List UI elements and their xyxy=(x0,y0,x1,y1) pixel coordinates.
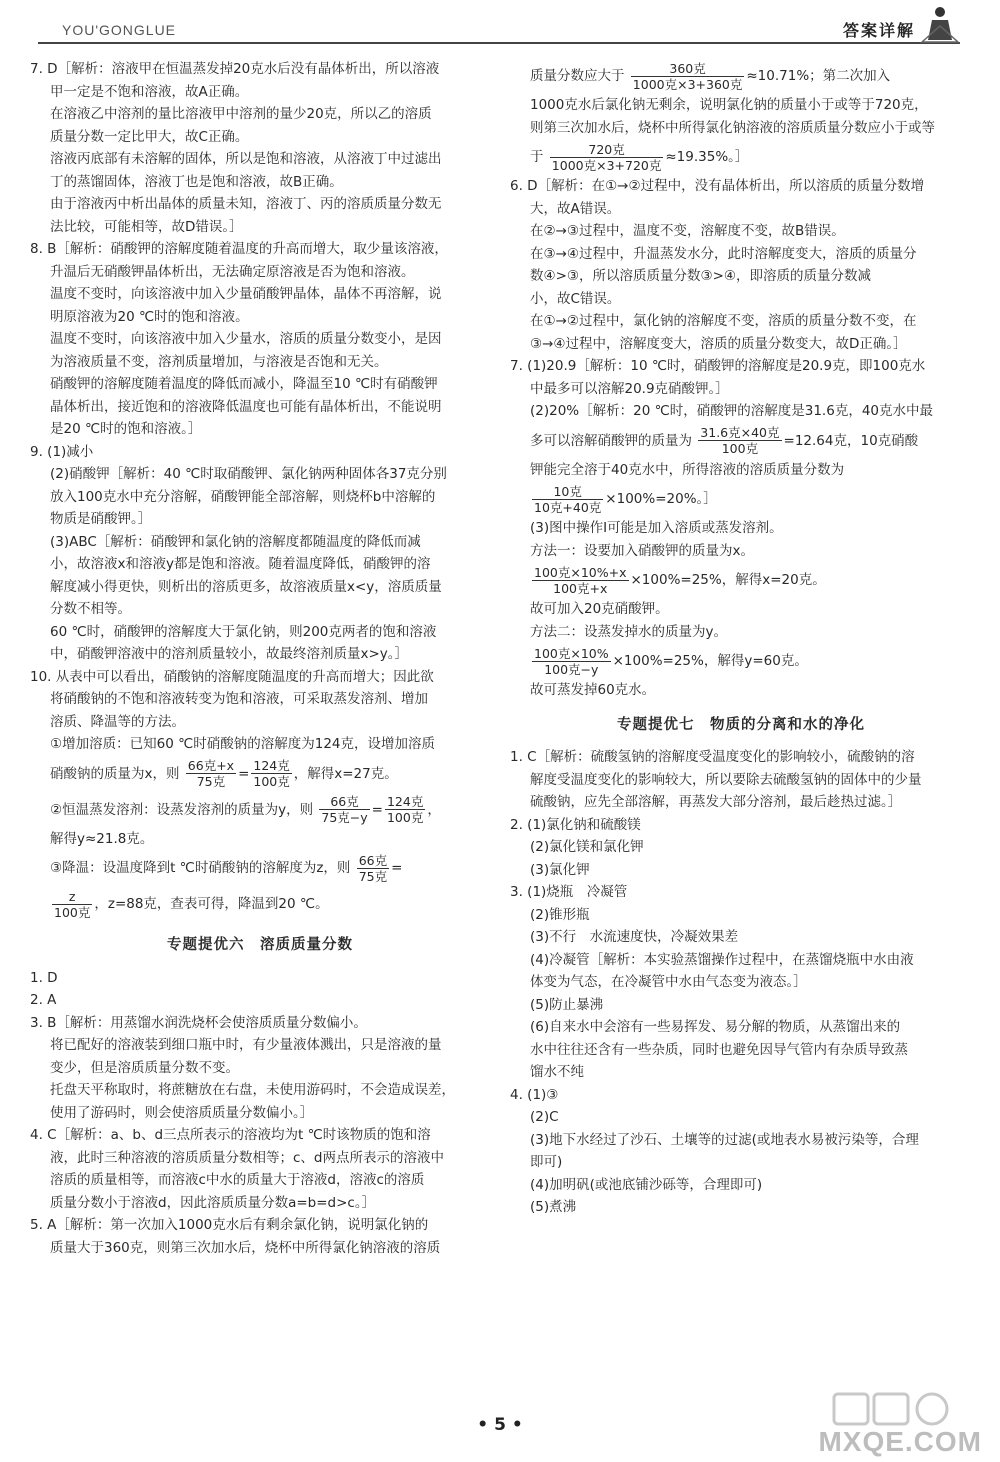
text-segment: ×100%=25%，解得x=20克。 xyxy=(630,572,826,588)
text-segment: ③降温：设温度降到t ℃时硝酸钠的溶解度为z，则 xyxy=(50,860,351,876)
numerator: 10克 xyxy=(532,484,603,500)
text-line: (2)氯化镁和氯化钾 xyxy=(530,839,644,855)
text-line: 1000克水后氯化钠无剩余，说明氯化钠的质量小于或等于720克， xyxy=(530,97,928,113)
text-line: 5. A［解析：第一次加入1000克水后有剩余氯化钠，说明氯化钠的 xyxy=(30,1217,429,1233)
text-line: 解度受温度变化的影响较大，所以要除去硫酸氢钠的固体中的少量 xyxy=(530,771,922,788)
fraction xyxy=(52,889,92,920)
formula-line xyxy=(510,139,972,175)
text-segment: ②恒温蒸发溶剂：设蒸发溶剂的质量为y，则 xyxy=(50,801,314,818)
text-line: ③→④过程中，溶解度变大，溶质的质量分数变大，故D正确。］ xyxy=(530,335,907,352)
text-line: ①增加溶质：已知60 ℃时硝酸钠的溶解度为124克，设增加溶质 xyxy=(50,736,435,752)
text-line: 溶质、降温等的方法。 xyxy=(50,713,185,730)
fraction xyxy=(319,794,369,825)
text-line: 即可) xyxy=(530,1154,563,1170)
text-line: 方法一：设要加入硝酸钾的质量为x。 xyxy=(530,542,754,559)
text-line: (2)锥形瓶 xyxy=(530,906,590,923)
text-line: 是20 ℃时的饱和溶液。］ xyxy=(50,421,202,437)
text-line: 数④>③，所以溶质质量分数③>④，即溶质的质量分数减 xyxy=(530,268,872,284)
denominator: 10克+40克 xyxy=(534,499,602,515)
fraction xyxy=(550,142,664,173)
brand-text: YOU'GONGLUE xyxy=(62,22,177,38)
text-line: 2. A xyxy=(30,992,57,1008)
text-line: (5)煮沸 xyxy=(530,1199,577,1215)
formula-line xyxy=(510,423,972,459)
formula-line xyxy=(510,643,972,679)
text-line: 在②→③过程中，温度不变，溶解度不变，故B错误。 xyxy=(530,223,845,239)
formula-line xyxy=(510,481,972,517)
denominator: 1000克×3+720克 xyxy=(551,157,662,173)
text-line: (2)硝酸钾［解析：40 ℃时取硝酸钾、氯化钠两种固体各37克分别 xyxy=(50,466,447,482)
text-line: 9. (1)减小 xyxy=(30,443,94,460)
text-line: 使用了游码时，则会使溶质质量分数偏小。］ xyxy=(50,1104,314,1121)
text-line: 中最多可以溶解20.9克硝酸钾。］ xyxy=(530,380,729,397)
text-line: 6. D［解析：在①→②过程中，没有晶体析出，所以溶质的质量分数增 xyxy=(510,178,925,194)
text-segment: ≈19.35%。］ xyxy=(665,149,749,165)
denominator: 75克 xyxy=(358,868,388,884)
section-title: 专题提优七 物质的分离和水的净化 xyxy=(617,716,865,733)
text-line: (6)自来水中会溶有一些易挥发、易分解的物质，从蒸馏出来的 xyxy=(530,1019,901,1035)
text-segment: ，z=88克，查表可得，降温到20 ℃。 xyxy=(94,896,329,912)
text-line: 溶质的质量相等，而溶液c中水的质量大于溶液d，溶液c的溶质 xyxy=(50,1172,425,1188)
text-line: 60 ℃时，硝酸钾的溶解度大于氯化钠，则200克两者的饱和溶液 xyxy=(50,623,437,640)
fraction xyxy=(532,565,629,596)
text-line: 2. (1)氯化钠和硫酸镁 xyxy=(510,816,641,833)
text-line: 物质是硝酸钾。］ xyxy=(50,511,152,527)
text-segment: 于 xyxy=(530,149,544,165)
text-line: (4)加明矾(或池底铺沙砾等，合理即可) xyxy=(530,1176,763,1193)
numerator: 360克 xyxy=(631,61,745,77)
numerator: 66克+x xyxy=(187,758,235,773)
numerator: 124克 xyxy=(386,794,424,809)
numerator: 66克 xyxy=(319,794,369,810)
header-title: 答案详解 xyxy=(842,21,915,40)
text-line: 丁的蒸馏固体，溶液丁也是饱和溶液，故B正确。 xyxy=(50,173,343,190)
header-rule xyxy=(38,42,960,44)
text-line: 托盘天平称取时，将蔗糖放在右盘，未使用游码时，不会造成误差， xyxy=(50,1082,455,1098)
mascot-icon xyxy=(920,4,960,44)
text-segment: ×100%=20%。］ xyxy=(605,491,717,507)
text-line: 升温后无硝酸钾晶体析出，无法确定原溶液是否为饱和溶液。 xyxy=(50,263,415,280)
fraction xyxy=(532,646,611,677)
denominator: 100克 xyxy=(386,810,424,825)
text-line: 则第三次加水后，烧杯中所得氯化钠溶液的溶质质量分数应小于或等 xyxy=(530,119,935,136)
text-line: 由于溶液丙中析出晶体的质量未知，溶液丁、丙的溶质质量分数无 xyxy=(50,196,442,212)
text-line: 钾能完全溶于40克水中，所得溶液的溶质质量分数为 xyxy=(530,461,845,478)
watermark-text: MXQE.COM xyxy=(818,1426,982,1457)
denominator: 100克+x xyxy=(553,580,608,596)
fraction xyxy=(186,758,236,789)
numerator: 31.6克×40克 xyxy=(700,425,780,440)
text-line: 液，此时三种溶液的溶质质量分数相等；c、d两点所表示的溶液中 xyxy=(50,1149,444,1166)
text-line: 1. D xyxy=(30,969,58,986)
text-line: (3)ABC［解析：硝酸钾和氯化钠的溶解度都随温度的降低而减 xyxy=(50,533,421,550)
formula-line xyxy=(510,562,972,598)
denominator: 100克 xyxy=(54,904,91,920)
denominator: 100克 xyxy=(721,441,759,456)
text-line: 大，故A错误。 xyxy=(530,200,621,217)
text-line: 3. (1)烧瓶 冷凝管 xyxy=(510,884,628,900)
formula-line xyxy=(510,58,972,94)
text-line: 中，硝酸钾溶液中的溶剂质量较小，故最终溶剂质量x>y。］ xyxy=(50,646,409,662)
text-segment: ，解得x=27克。 xyxy=(293,765,398,782)
fraction xyxy=(385,794,425,825)
denominator: 1000克×3+360克 xyxy=(632,76,743,92)
text-line: 3. B［解析：用蒸馏水润洗烧杯会使溶质质量分数偏小。 xyxy=(30,1014,367,1031)
text-line: (5)防止暴沸 xyxy=(530,996,604,1013)
text-line: 将硝酸钠的不饱和溶液转变为饱和溶液，可采取蒸发溶剂、增加 xyxy=(50,691,428,707)
page-number: • 5 • xyxy=(477,1415,523,1435)
text-line: 馏水不纯 xyxy=(530,1064,584,1080)
fraction xyxy=(251,758,291,789)
text-line: 小，故溶液x和溶液y都是饱和溶液。随着温度降低，硝酸钾的溶 xyxy=(50,556,431,572)
text-line: 解得y≈21.8克。 xyxy=(50,830,154,847)
text-segment: =12.64克，10克硝酸 xyxy=(783,432,919,449)
text-line: 温度不变时，向该溶液中加入少量水，溶质的质量分数变小，是因 xyxy=(50,331,442,347)
text-line: (4)冷凝管［解析：本实验蒸馏操作过程中，在蒸馏烧瓶中水由液 xyxy=(530,951,914,968)
text-line: 甲一定是不饱和溶液，故A正确。 xyxy=(50,83,249,100)
text-line: (3)地下水经过了沙石、土壤等的过滤(或地表水易被污染等，合理 xyxy=(530,1131,919,1148)
fraction xyxy=(631,61,745,92)
text-line: (2)20%［解析：20 ℃时，硝酸钾的溶解度是31.6克，40克水中最 xyxy=(530,403,933,419)
fraction xyxy=(698,425,781,456)
numerator: 100克×10% xyxy=(534,645,609,661)
text-line: 在③→④过程中，升温蒸发水分，此时溶解度变大，溶质的质量分 xyxy=(530,245,917,262)
text-line: 体变为气态，在冷凝管中水由气态变为液态。］ xyxy=(530,974,807,990)
text-line: 分数不相等。 xyxy=(50,601,131,617)
text-line: 方法二：设蒸发掉水的质量为y。 xyxy=(530,623,727,640)
text-line: 在①→②过程中，氯化钠的溶解度不变，溶质的质量分数不变，在 xyxy=(530,313,917,329)
numerator: 66克 xyxy=(358,852,388,868)
text-segment: 硝酸钠的质量为x，则 xyxy=(50,765,180,782)
numerator: 720克 xyxy=(550,142,664,158)
text-line: 质量分数一定比甲大，故C正确。 xyxy=(50,128,249,145)
text-line: 质量大于360克，则第三次加水后，烧杯中所得氯化钠溶液的溶质 xyxy=(50,1239,441,1256)
text-segment: 质量分数应大于 xyxy=(530,68,625,84)
text-segment: ≈10.71%；第二次加入 xyxy=(746,68,891,84)
text-line: 硝酸钾的溶解度随着温度的降低而减小，降温至10 ℃时有硝酸钾 xyxy=(50,376,438,392)
numerator: 124克 xyxy=(253,758,290,773)
formula-line: 硝酸钠的质量为x，则 $\frac{\text{66克+x}}{\text{75克}}$ = $\frac{\text{124克}}{\text{100克}}$ ，解得x=27克。 xyxy=(50,758,398,789)
text-line: 明原溶液为20 ℃时的饱和溶液。 xyxy=(50,308,249,325)
text-line: 10. 从表中可以看出，硝酸钠的溶解度随温度的升高而增大；因此欲 xyxy=(30,668,434,685)
formula-line: ②恒温蒸发溶剂：设蒸发溶剂的质量为y，则 $\frac{\text{66克}}{\text{75克−y}}$ = $\frac{\text{124克}}{\text{100克}}$ ， xyxy=(50,794,441,825)
text-line: 小，故C错误。 xyxy=(530,290,621,307)
text-line: 1. C［解析：硫酸氢钠的溶解度受温度变化的影响较小，硫酸钠的溶 xyxy=(510,749,915,765)
denominator: 100克−y xyxy=(544,661,599,677)
denominator: 75克 xyxy=(196,774,226,789)
text-line: 为溶液质量不变，溶剂质量增加，与溶液是否饱和无关。 xyxy=(50,353,388,370)
text-line: 温度不变时，向该溶液中加入少量硝酸钾晶体，晶体不再溶解，说 xyxy=(50,286,442,302)
text-line: (3)图中操作Ⅰ可能是加入溶质或蒸发溶剂。 xyxy=(530,520,783,536)
text-line: 7. (1)20.9［解析：10 ℃时，硝酸钾的溶解度是20.9克，即100克水 xyxy=(510,358,926,374)
formula-line: ③降温：设温度降到t ℃时硝酸钠的溶解度为z，则 $\frac{\text{66克}}{\text{75克}}$ = xyxy=(50,852,403,884)
right-column xyxy=(510,58,972,1219)
text-line: 放入100克水中充分溶解，硝酸钾能全部溶解，则烧杯b中溶解的 xyxy=(50,488,436,505)
text-segment: 多可以溶解硝酸钾的质量为 xyxy=(530,432,692,449)
numerator: z xyxy=(52,889,92,905)
text-line: 溶液丙底部有未溶解的固体，所以是饱和溶液，从溶液丁中过滤出 xyxy=(50,151,442,167)
text-line: 故可加入20克硝酸钾。 xyxy=(530,601,669,617)
text-line: 解度减小得更快，则析出的溶质更多，故溶液质量x<y，溶质质量 xyxy=(50,578,442,595)
section-title: 专题提优六 溶质质量分数 xyxy=(167,937,353,953)
text-line: 变少，但是溶质质量分数不变。 xyxy=(50,1059,239,1076)
text-line: 4. C［解析：a、b、d三点所表示的溶液均为t ℃时该物质的饱和溶 xyxy=(30,1127,431,1143)
text-line: 水中往往还含有一些杂质，同时也避免因导气管内有杂质导致蒸 xyxy=(530,1041,908,1058)
text-line: (3)氯化钾 xyxy=(530,861,590,878)
text-line: 晶体析出，接近饱和的溶液降低温度也可能有晶体析出，不能说明 xyxy=(50,398,442,415)
formula-line xyxy=(30,886,490,922)
watermark xyxy=(792,1390,982,1458)
left-column xyxy=(30,58,490,1259)
text-line: 4. (1)③ xyxy=(510,1086,559,1103)
text-line: (3)不行 水流速度快，冷凝效果差 xyxy=(530,929,739,945)
watermark-logo-icon xyxy=(832,1390,952,1428)
fraction xyxy=(357,853,389,884)
text-segment: ×100%=25%，解得y=60克。 xyxy=(612,653,808,669)
page-header xyxy=(0,0,1000,50)
text-line: 将已配好的溶液装到细口瓶中时，有少量液体溅出，只是溶液的量 xyxy=(50,1037,442,1053)
text-line: 8. B［解析：硝酸钾的溶解度随着温度的升高而增大，取少量该溶液， xyxy=(30,241,448,257)
text-line: 故可蒸发掉60克水。 xyxy=(530,682,656,698)
text-line: 法比较，可能相等，故D错误。］ xyxy=(50,218,243,235)
text-line: 质量分数小于溶液d，因此溶质质量分数a=b=d>c。］ xyxy=(50,1194,376,1211)
text-line: 在溶液乙中溶剂的量比溶液甲中溶剂的量少20克，所以乙的溶质 xyxy=(50,106,432,122)
text-line: (2)C xyxy=(530,1109,559,1125)
denominator: 75克−y xyxy=(321,810,368,825)
denominator: 100克 xyxy=(253,774,290,789)
text-line: 硫酸钠，应先全部溶解，再蒸发大部分溶剂，最后趁热过滤。］ xyxy=(530,794,902,810)
fraction xyxy=(532,484,603,515)
numerator: 100克×10%+x xyxy=(534,564,627,580)
text-line: 7. D［解析：溶液甲在恒温蒸发掉20克水后没有晶体析出，所以溶液 xyxy=(30,61,440,77)
